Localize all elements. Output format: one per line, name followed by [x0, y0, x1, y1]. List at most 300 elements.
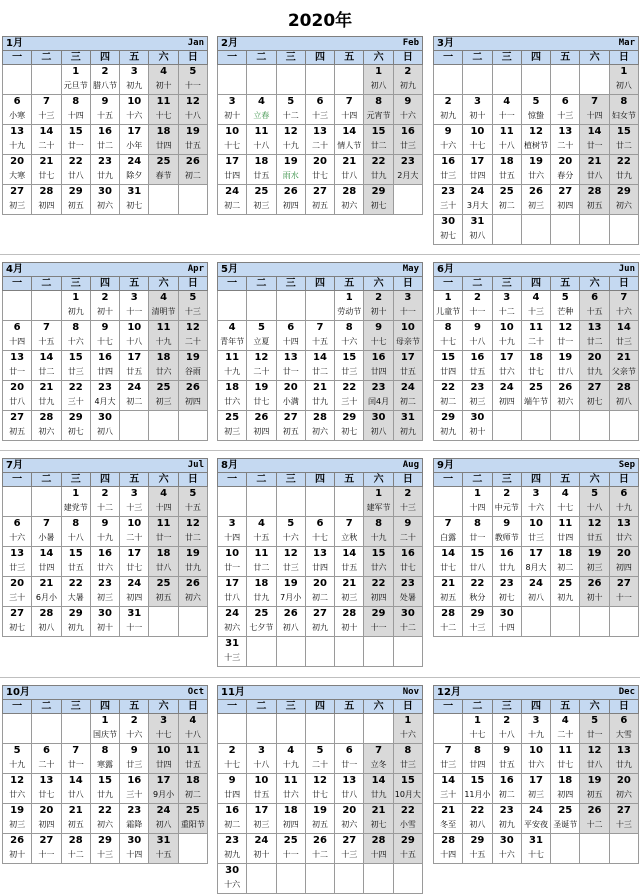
day-cell[interactable]: [364, 291, 393, 321]
day-cell[interactable]: [120, 607, 149, 637]
day-cell[interactable]: [120, 744, 149, 774]
day-cell[interactable]: [434, 291, 463, 321]
day-cell[interactable]: [218, 95, 247, 125]
day-cell[interactable]: [149, 714, 178, 744]
day-cell[interactable]: [364, 155, 393, 185]
day-cell[interactable]: [364, 607, 393, 637]
day-cell[interactable]: [247, 351, 276, 381]
day-cell[interactable]: [522, 804, 551, 834]
day-cell[interactable]: [522, 155, 551, 185]
day-cell[interactable]: [277, 321, 306, 351]
day-cell[interactable]: [306, 155, 335, 185]
day-cell[interactable]: [364, 744, 393, 774]
day-cell[interactable]: [522, 547, 551, 577]
day-cell[interactable]: [463, 381, 492, 411]
day-cell[interactable]: [277, 95, 306, 125]
day-cell[interactable]: [434, 547, 463, 577]
day-cell[interactable]: [522, 291, 551, 321]
day-cell[interactable]: [493, 381, 522, 411]
day-cell[interactable]: [91, 291, 120, 321]
day-cell[interactable]: [463, 714, 492, 744]
day-cell[interactable]: [3, 834, 32, 864]
day-cell[interactable]: [493, 185, 522, 215]
day-cell[interactable]: [91, 547, 120, 577]
day-cell[interactable]: [580, 95, 609, 125]
day-cell[interactable]: [610, 95, 639, 125]
day-cell[interactable]: [463, 804, 492, 834]
day-cell[interactable]: [91, 351, 120, 381]
day-cell[interactable]: [434, 517, 463, 547]
day-cell[interactable]: [551, 517, 580, 547]
day-cell[interactable]: [551, 155, 580, 185]
day-cell[interactable]: [306, 125, 335, 155]
day-cell[interactable]: [610, 291, 639, 321]
day-cell[interactable]: [434, 577, 463, 607]
day-cell[interactable]: [493, 155, 522, 185]
day-cell[interactable]: [610, 774, 639, 804]
day-cell[interactable]: [335, 774, 364, 804]
day-cell[interactable]: [394, 65, 423, 95]
day-cell[interactable]: [551, 577, 580, 607]
day-cell[interactable]: [149, 744, 178, 774]
day-cell[interactable]: [522, 95, 551, 125]
day-cell[interactable]: [120, 517, 149, 547]
day-cell[interactable]: [179, 381, 208, 411]
day-cell[interactable]: [218, 351, 247, 381]
day-cell[interactable]: [394, 487, 423, 517]
day-cell[interactable]: [522, 321, 551, 351]
day-cell[interactable]: [394, 577, 423, 607]
day-cell[interactable]: [522, 351, 551, 381]
day-cell[interactable]: [91, 487, 120, 517]
day-cell[interactable]: [551, 351, 580, 381]
day-cell[interactable]: [218, 155, 247, 185]
day-cell[interactable]: [522, 774, 551, 804]
day-cell[interactable]: [179, 351, 208, 381]
day-cell[interactable]: [434, 351, 463, 381]
day-cell[interactable]: [364, 125, 393, 155]
day-cell[interactable]: [394, 155, 423, 185]
day-cell[interactable]: [551, 185, 580, 215]
day-cell[interactable]: [218, 547, 247, 577]
day-cell[interactable]: [335, 411, 364, 441]
day-cell[interactable]: [335, 351, 364, 381]
day-cell[interactable]: [610, 321, 639, 351]
day-cell[interactable]: [62, 381, 91, 411]
day-cell[interactable]: [580, 517, 609, 547]
day-cell[interactable]: [434, 185, 463, 215]
day-cell[interactable]: [580, 351, 609, 381]
day-cell[interactable]: [3, 411, 32, 441]
day-cell[interactable]: [434, 321, 463, 351]
day-cell[interactable]: [62, 517, 91, 547]
day-cell[interactable]: [149, 547, 178, 577]
day-cell[interactable]: [149, 155, 178, 185]
day-cell[interactable]: [551, 125, 580, 155]
day-cell[interactable]: [218, 607, 247, 637]
day-cell[interactable]: [62, 351, 91, 381]
day-cell[interactable]: [335, 95, 364, 125]
day-cell[interactable]: [434, 155, 463, 185]
day-cell[interactable]: [32, 381, 61, 411]
day-cell[interactable]: [218, 125, 247, 155]
day-cell[interactable]: [306, 321, 335, 351]
day-cell[interactable]: [32, 834, 61, 864]
day-cell[interactable]: [306, 577, 335, 607]
day-cell[interactable]: [277, 381, 306, 411]
day-cell[interactable]: [610, 125, 639, 155]
day-cell[interactable]: [610, 351, 639, 381]
day-cell[interactable]: [247, 607, 276, 637]
day-cell[interactable]: [247, 95, 276, 125]
day-cell[interactable]: [493, 577, 522, 607]
day-cell[interactable]: [62, 774, 91, 804]
day-cell[interactable]: [434, 774, 463, 804]
day-cell[interactable]: [32, 95, 61, 125]
day-cell[interactable]: [91, 607, 120, 637]
day-cell[interactable]: [149, 125, 178, 155]
day-cell[interactable]: [218, 744, 247, 774]
day-cell[interactable]: [364, 774, 393, 804]
day-cell[interactable]: [91, 95, 120, 125]
day-cell[interactable]: [463, 834, 492, 864]
day-cell[interactable]: [463, 774, 492, 804]
day-cell[interactable]: [463, 607, 492, 637]
day-cell[interactable]: [120, 774, 149, 804]
day-cell[interactable]: [335, 185, 364, 215]
day-cell[interactable]: [247, 834, 276, 864]
day-cell[interactable]: [277, 577, 306, 607]
day-cell[interactable]: [394, 321, 423, 351]
day-cell[interactable]: [91, 411, 120, 441]
day-cell[interactable]: [218, 321, 247, 351]
day-cell[interactable]: [463, 215, 492, 245]
day-cell[interactable]: [149, 321, 178, 351]
day-cell[interactable]: [218, 637, 247, 667]
day-cell[interactable]: [364, 185, 393, 215]
day-cell[interactable]: [62, 155, 91, 185]
day-cell[interactable]: [580, 125, 609, 155]
day-cell[interactable]: [522, 714, 551, 744]
day-cell[interactable]: [218, 517, 247, 547]
day-cell[interactable]: [306, 381, 335, 411]
day-cell[interactable]: [62, 834, 91, 864]
day-cell[interactable]: [149, 577, 178, 607]
day-cell[interactable]: [335, 155, 364, 185]
day-cell[interactable]: [364, 411, 393, 441]
day-cell[interactable]: [3, 185, 32, 215]
day-cell[interactable]: [610, 577, 639, 607]
day-cell[interactable]: [364, 351, 393, 381]
day-cell[interactable]: [179, 517, 208, 547]
day-cell[interactable]: [32, 547, 61, 577]
day-cell[interactable]: [277, 744, 306, 774]
day-cell[interactable]: [551, 321, 580, 351]
day-cell[interactable]: [493, 125, 522, 155]
day-cell[interactable]: [62, 185, 91, 215]
day-cell[interactable]: [493, 95, 522, 125]
day-cell[interactable]: [580, 714, 609, 744]
day-cell[interactable]: [91, 577, 120, 607]
day-cell[interactable]: [91, 804, 120, 834]
day-cell[interactable]: [91, 381, 120, 411]
day-cell[interactable]: [3, 607, 32, 637]
day-cell[interactable]: [306, 834, 335, 864]
day-cell[interactable]: [522, 744, 551, 774]
day-cell[interactable]: [91, 185, 120, 215]
day-cell[interactable]: [120, 95, 149, 125]
day-cell[interactable]: [335, 381, 364, 411]
day-cell[interactable]: [335, 607, 364, 637]
day-cell[interactable]: [247, 185, 276, 215]
day-cell[interactable]: [120, 125, 149, 155]
day-cell[interactable]: [364, 547, 393, 577]
day-cell[interactable]: [218, 864, 247, 894]
day-cell[interactable]: [493, 291, 522, 321]
day-cell[interactable]: [91, 744, 120, 774]
day-cell[interactable]: [3, 125, 32, 155]
day-cell[interactable]: [149, 834, 178, 864]
day-cell[interactable]: [91, 155, 120, 185]
day-cell[interactable]: [247, 804, 276, 834]
day-cell[interactable]: [610, 714, 639, 744]
day-cell[interactable]: [247, 381, 276, 411]
day-cell[interactable]: [335, 547, 364, 577]
day-cell[interactable]: [463, 487, 492, 517]
day-cell[interactable]: [62, 804, 91, 834]
day-cell[interactable]: [335, 744, 364, 774]
day-cell[interactable]: [306, 547, 335, 577]
day-cell[interactable]: [179, 744, 208, 774]
day-cell[interactable]: [364, 517, 393, 547]
day-cell[interactable]: [149, 381, 178, 411]
day-cell[interactable]: [277, 517, 306, 547]
day-cell[interactable]: [3, 321, 32, 351]
day-cell[interactable]: [179, 125, 208, 155]
day-cell[interactable]: [120, 834, 149, 864]
day-cell[interactable]: [551, 744, 580, 774]
day-cell[interactable]: [364, 804, 393, 834]
day-cell[interactable]: [394, 411, 423, 441]
day-cell[interactable]: [277, 125, 306, 155]
day-cell[interactable]: [434, 125, 463, 155]
day-cell[interactable]: [32, 125, 61, 155]
day-cell[interactable]: [3, 155, 32, 185]
day-cell[interactable]: [247, 547, 276, 577]
day-cell[interactable]: [3, 744, 32, 774]
day-cell[interactable]: [394, 125, 423, 155]
day-cell[interactable]: [247, 577, 276, 607]
day-cell[interactable]: [306, 517, 335, 547]
day-cell[interactable]: [364, 381, 393, 411]
day-cell[interactable]: [493, 321, 522, 351]
day-cell[interactable]: [394, 381, 423, 411]
day-cell[interactable]: [277, 774, 306, 804]
day-cell[interactable]: [335, 321, 364, 351]
day-cell[interactable]: [463, 517, 492, 547]
day-cell[interactable]: [610, 517, 639, 547]
day-cell[interactable]: [306, 411, 335, 441]
day-cell[interactable]: [522, 517, 551, 547]
day-cell[interactable]: [580, 321, 609, 351]
day-cell[interactable]: [394, 607, 423, 637]
day-cell[interactable]: [493, 774, 522, 804]
day-cell[interactable]: [434, 744, 463, 774]
day-cell[interactable]: [580, 774, 609, 804]
day-cell[interactable]: [463, 95, 492, 125]
day-cell[interactable]: [120, 351, 149, 381]
day-cell[interactable]: [120, 487, 149, 517]
day-cell[interactable]: [434, 215, 463, 245]
day-cell[interactable]: [247, 155, 276, 185]
day-cell[interactable]: [179, 321, 208, 351]
day-cell[interactable]: [3, 95, 32, 125]
day-cell[interactable]: [91, 517, 120, 547]
day-cell[interactable]: [522, 381, 551, 411]
day-cell[interactable]: [120, 185, 149, 215]
day-cell[interactable]: [218, 577, 247, 607]
day-cell[interactable]: [364, 487, 393, 517]
day-cell[interactable]: [218, 774, 247, 804]
day-cell[interactable]: [277, 185, 306, 215]
day-cell[interactable]: [32, 744, 61, 774]
day-cell[interactable]: [32, 321, 61, 351]
day-cell[interactable]: [277, 351, 306, 381]
day-cell[interactable]: [335, 125, 364, 155]
day-cell[interactable]: [277, 411, 306, 441]
day-cell[interactable]: [32, 577, 61, 607]
day-cell[interactable]: [32, 351, 61, 381]
day-cell[interactable]: [149, 291, 178, 321]
day-cell[interactable]: [120, 155, 149, 185]
day-cell[interactable]: [277, 155, 306, 185]
day-cell[interactable]: [610, 744, 639, 774]
day-cell[interactable]: [434, 804, 463, 834]
day-cell[interactable]: [179, 774, 208, 804]
day-cell[interactable]: [463, 351, 492, 381]
day-cell[interactable]: [120, 321, 149, 351]
day-cell[interactable]: [580, 577, 609, 607]
day-cell[interactable]: [335, 291, 364, 321]
day-cell[interactable]: [277, 834, 306, 864]
day-cell[interactable]: [62, 65, 91, 95]
day-cell[interactable]: [580, 547, 609, 577]
day-cell[interactable]: [493, 351, 522, 381]
day-cell[interactable]: [179, 291, 208, 321]
day-cell[interactable]: [306, 95, 335, 125]
day-cell[interactable]: [3, 804, 32, 834]
day-cell[interactable]: [364, 321, 393, 351]
day-cell[interactable]: [434, 381, 463, 411]
day-cell[interactable]: [32, 185, 61, 215]
day-cell[interactable]: [306, 804, 335, 834]
day-cell[interactable]: [580, 744, 609, 774]
day-cell[interactable]: [551, 714, 580, 744]
day-cell[interactable]: [551, 95, 580, 125]
day-cell[interactable]: [179, 714, 208, 744]
day-cell[interactable]: [32, 774, 61, 804]
day-cell[interactable]: [247, 321, 276, 351]
day-cell[interactable]: [434, 834, 463, 864]
day-cell[interactable]: [91, 714, 120, 744]
day-cell[interactable]: [306, 607, 335, 637]
day-cell[interactable]: [610, 155, 639, 185]
day-cell[interactable]: [394, 744, 423, 774]
day-cell[interactable]: [580, 381, 609, 411]
day-cell[interactable]: [218, 834, 247, 864]
day-cell[interactable]: [551, 774, 580, 804]
day-cell[interactable]: [218, 411, 247, 441]
day-cell[interactable]: [91, 834, 120, 864]
day-cell[interactable]: [394, 834, 423, 864]
day-cell[interactable]: [3, 774, 32, 804]
day-cell[interactable]: [580, 185, 609, 215]
day-cell[interactable]: [493, 804, 522, 834]
day-cell[interactable]: [610, 381, 639, 411]
day-cell[interactable]: [551, 487, 580, 517]
day-cell[interactable]: [580, 487, 609, 517]
day-cell[interactable]: [463, 744, 492, 774]
day-cell[interactable]: [335, 834, 364, 864]
day-cell[interactable]: [179, 487, 208, 517]
day-cell[interactable]: [120, 381, 149, 411]
day-cell[interactable]: [364, 834, 393, 864]
day-cell[interactable]: [364, 65, 393, 95]
day-cell[interactable]: [277, 547, 306, 577]
day-cell[interactable]: [218, 185, 247, 215]
day-cell[interactable]: [32, 411, 61, 441]
day-cell[interactable]: [434, 411, 463, 441]
day-cell[interactable]: [120, 547, 149, 577]
day-cell[interactable]: [62, 125, 91, 155]
day-cell[interactable]: [179, 804, 208, 834]
day-cell[interactable]: [3, 547, 32, 577]
day-cell[interactable]: [493, 744, 522, 774]
day-cell[interactable]: [3, 577, 32, 607]
day-cell[interactable]: [3, 381, 32, 411]
day-cell[interactable]: [610, 185, 639, 215]
day-cell[interactable]: [364, 577, 393, 607]
day-cell[interactable]: [247, 774, 276, 804]
day-cell[interactable]: [551, 381, 580, 411]
day-cell[interactable]: [463, 321, 492, 351]
day-cell[interactable]: [463, 577, 492, 607]
day-cell[interactable]: [306, 744, 335, 774]
day-cell[interactable]: [120, 577, 149, 607]
day-cell[interactable]: [120, 714, 149, 744]
day-cell[interactable]: [32, 155, 61, 185]
day-cell[interactable]: [522, 834, 551, 864]
day-cell[interactable]: [394, 774, 423, 804]
day-cell[interactable]: [277, 607, 306, 637]
day-cell[interactable]: [394, 517, 423, 547]
day-cell[interactable]: [394, 291, 423, 321]
day-cell[interactable]: [580, 804, 609, 834]
day-cell[interactable]: [493, 834, 522, 864]
day-cell[interactable]: [218, 381, 247, 411]
day-cell[interactable]: [306, 351, 335, 381]
day-cell[interactable]: [91, 125, 120, 155]
day-cell[interactable]: [247, 744, 276, 774]
day-cell[interactable]: [306, 185, 335, 215]
day-cell[interactable]: [394, 804, 423, 834]
day-cell[interactable]: [179, 65, 208, 95]
day-cell[interactable]: [434, 607, 463, 637]
day-cell[interactable]: [179, 577, 208, 607]
day-cell[interactable]: [463, 185, 492, 215]
day-cell[interactable]: [394, 714, 423, 744]
day-cell[interactable]: [32, 804, 61, 834]
